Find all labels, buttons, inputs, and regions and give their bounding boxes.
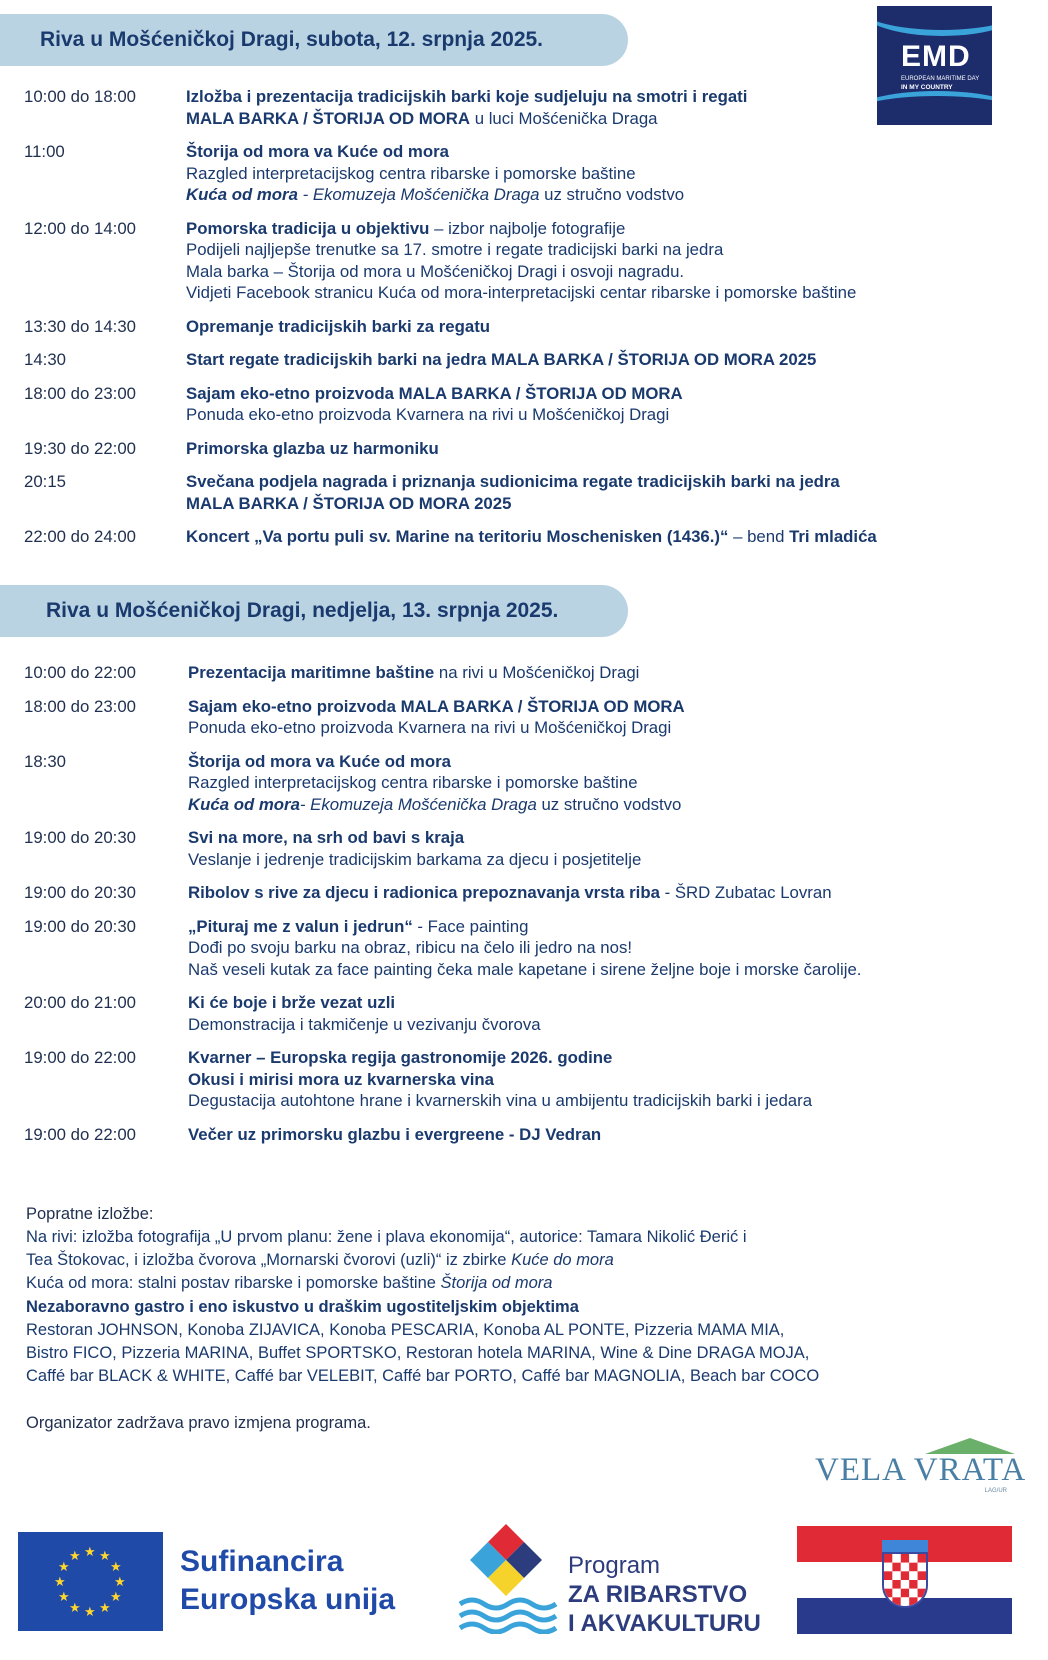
event-time: 12:00 do 14:00 xyxy=(24,218,136,238)
event-line xyxy=(188,849,1024,871)
event-line xyxy=(188,916,1024,938)
text-segment: Podijeli najljepše trenutke sa 17. smotre i regate tradicijski barki na jedra xyxy=(186,240,724,259)
program-line1: Program xyxy=(568,1552,661,1579)
text-segment: MALA BARKA / ŠTORIJA OD MORA xyxy=(186,108,471,128)
event-row xyxy=(24,86,1024,129)
event-line xyxy=(188,959,1024,981)
checker-square xyxy=(901,1554,909,1563)
event-time: 13:30 do 14:30 xyxy=(24,316,136,336)
day2-title: Riva u Mošćeničkoj Dragi, nedjelja, 13. srpnja 2025. xyxy=(46,599,559,622)
side-exhibitions-heading: Popratne izložbe: xyxy=(26,1205,154,1223)
eu-cofinancing-text xyxy=(180,1543,395,1619)
event-line xyxy=(186,218,1024,240)
text-segment: Ki će boje i brže vezat uzli xyxy=(188,993,396,1012)
event-description xyxy=(186,349,1024,371)
text-segment: Sajam eko-etno proizvoda MALA BARKA / ŠTORIJA OD MORA xyxy=(188,696,685,716)
text-segment: Degustacija autohtone hrane i kvarnerskih vina u ambijentu tradicijskih barki i jedara xyxy=(188,1091,813,1110)
event-row xyxy=(24,218,1024,304)
event-time: 20:15 xyxy=(24,472,66,491)
event-line xyxy=(188,794,1024,816)
event-row xyxy=(24,751,1024,816)
side-exhibitions xyxy=(26,1203,926,1295)
event-time: 19:30 do 22:00 xyxy=(24,438,136,458)
text-segment: Koncert „Va portu puli sv. Marine na teritoriu Moschenisken (1436.)“ xyxy=(186,527,729,546)
text-segment: Sajam eko-etno proizvoda MALA BARKA / ŠTORIJA OD MORA xyxy=(186,383,683,403)
event-line xyxy=(188,937,1024,959)
checker-square xyxy=(892,1597,900,1606)
event-line xyxy=(186,239,1024,261)
event-line xyxy=(188,992,1024,1014)
checker-square xyxy=(918,1580,926,1589)
text-segment: Demonstracija i takmičenje u vezivanju čvorova xyxy=(188,1014,541,1034)
gastro-line: Caffé bar BLACK & WHITE, Caffé bar VELEBIT, Caffé bar PORTO, Caffé bar MAGNOLIA, Beach bar COCO xyxy=(26,1367,820,1385)
checker-square xyxy=(909,1554,917,1563)
event-description xyxy=(188,751,1024,816)
star-icon: ★ xyxy=(58,1589,70,1604)
event-time: 11:00 xyxy=(24,142,65,161)
text-segment: Ribolov s rive za djecu i radionica prepoznavanja vrsta riba xyxy=(188,883,660,902)
event-line xyxy=(188,882,1024,904)
event-description xyxy=(186,471,1024,514)
event-row xyxy=(24,696,1024,739)
text-segment: Mala barka – Štorija od mora u Mošćeničkoj Dragi i osvoji nagradu. xyxy=(186,261,685,281)
checker-square xyxy=(901,1563,909,1572)
checker-square xyxy=(884,1571,892,1580)
event-line xyxy=(188,827,1024,849)
eu-line2: Europska unija xyxy=(180,1583,396,1616)
event-row xyxy=(24,471,1024,514)
star-icon: ★ xyxy=(109,1559,122,1574)
event-line xyxy=(188,772,1024,794)
text-segment: Ponuda eko-etno proizvoda Kvarnera na rivi u Mošćeničkoj Dragi xyxy=(188,718,672,737)
side-exhibition-line xyxy=(26,1272,926,1295)
text-segment: uz stručno vodstvo xyxy=(536,794,682,814)
event-row xyxy=(24,141,1024,206)
text-segment: Prezentacija maritimne baštine xyxy=(188,663,435,682)
program-logo-icon xyxy=(458,1524,558,1634)
checker-square xyxy=(884,1563,892,1572)
text-segment: Tea Štokovac, i izložba čvorova „Mornarski čvorovi (uzli)“ iz zbirke xyxy=(26,1251,512,1269)
text-segment: - Face painting xyxy=(412,916,529,936)
text-segment: Štorija od mora va Kuće od mora xyxy=(186,142,449,161)
event-row xyxy=(24,1124,1024,1146)
event-line xyxy=(186,493,1024,515)
text-segment: - ŠRD Zubatac Lovran xyxy=(659,883,832,902)
text-segment: Večer uz primorsku glazbu i evergreene - DJ Vedran xyxy=(188,1124,602,1144)
star-icon: ★ xyxy=(69,1599,81,1615)
side-exhibition-line xyxy=(26,1226,926,1249)
star-icon: ★ xyxy=(84,1604,96,1619)
event-time: 19:00 do 20:30 xyxy=(24,828,136,847)
text-segment: na rivi u Mošćeničkoj Dragi xyxy=(434,663,640,682)
program-line2: ZA RIBARSTVO xyxy=(568,1581,748,1608)
event-description xyxy=(186,438,1024,460)
event-line xyxy=(186,383,1024,405)
event-line xyxy=(188,1124,1024,1146)
day1-banner xyxy=(0,14,628,66)
event-line xyxy=(188,1014,1024,1036)
event-description xyxy=(186,526,1024,548)
star-icon: ★ xyxy=(99,1548,111,1564)
gastro-heading: Nezaboravno gastro i eno iskustvo u draškim ugostiteljskim objektima xyxy=(26,1298,579,1316)
event-time: 18:00 do 23:00 xyxy=(24,383,136,403)
event-row xyxy=(24,316,1024,338)
side-exhibition-line xyxy=(26,1249,926,1272)
text-segment: Ponuda eko-etno proizvoda Kvarnera na rivi u Mošćeničkoj Dragi xyxy=(186,405,670,424)
event-line xyxy=(186,141,1024,163)
croatia-flag-icon xyxy=(797,1526,1012,1634)
text-segment: Primorska glazba uz harmoniku xyxy=(186,438,439,458)
checker-square xyxy=(901,1571,909,1580)
event-time: 14:30 xyxy=(24,350,66,369)
emd-logo xyxy=(877,6,992,125)
text-segment: Veslanje i jedrenje tradicijskim barkama za djecu i posjetitelje xyxy=(188,849,642,869)
star-icon: ★ xyxy=(84,1544,96,1559)
program-line3: I AKVAKULTURU xyxy=(568,1610,761,1637)
checker-square xyxy=(892,1554,900,1563)
event-description xyxy=(186,218,1024,304)
text-segment: - Ekomuzeja Mošćenička Draga xyxy=(297,185,540,204)
event-line xyxy=(188,1047,1024,1069)
event-description xyxy=(188,662,1024,684)
event-description xyxy=(188,992,1024,1035)
vela-vrata-logo xyxy=(815,1438,1027,1496)
text-segment: - Ekomuzeja Mošćenička Draga xyxy=(299,794,537,814)
text-segment: „Pituraj me z valun i jedrun“ xyxy=(188,916,413,936)
event-description xyxy=(188,916,1024,981)
vela-vrata-name: VELA VRATA xyxy=(815,1452,1027,1488)
event-description xyxy=(186,141,1024,206)
day2-schedule xyxy=(24,662,1024,1157)
checker-square xyxy=(909,1571,917,1580)
text-segment: Naš veseli kutak za face painting čeka male kapetane i sirene željne boje i morske čarolije. xyxy=(188,959,862,979)
text-segment: Vidjeti Facebook stranicu Kuća od mora-interpretacijski centar ribarske i pomorske baštine xyxy=(186,283,857,302)
event-row xyxy=(24,916,1024,981)
text-segment: Tri mladića xyxy=(789,527,877,546)
event-row xyxy=(24,1047,1024,1112)
star-icon: ★ xyxy=(99,1599,111,1615)
event-description xyxy=(186,316,1024,338)
text-segment: MALA BARKA / ŠTORIJA OD MORA 2025 xyxy=(186,493,512,513)
event-line xyxy=(186,471,1024,493)
text-segment: Svi na more, na srh od bavi s kraja xyxy=(188,828,465,847)
event-line xyxy=(186,316,1024,338)
text-segment: Start regate tradicijskih barki na jedra MALA BARKA / ŠTORIJA OD MORA 2025 xyxy=(186,350,817,369)
text-segment: u luci Mošćenička Draga xyxy=(470,108,658,128)
emd-logo-country: IN MY COUNTRY xyxy=(901,84,953,91)
event-line xyxy=(188,696,1024,718)
checker-square xyxy=(892,1589,900,1598)
text-segment: Kuća od mora xyxy=(188,794,300,814)
event-time: 18:00 do 23:00 xyxy=(24,696,136,716)
star-icon: ★ xyxy=(109,1589,122,1604)
event-line xyxy=(188,662,1024,684)
checker-square xyxy=(909,1580,917,1589)
event-description xyxy=(188,696,1024,739)
gastro-line: Bistro FICO, Pizzeria MARINA, Buffet SPORTSKO, Restoran hotela MARINA, Wine & Dine DRAGA MOJA, xyxy=(26,1344,810,1362)
event-row xyxy=(24,349,1024,371)
day1-title: Riva u Mošćeničkoj Dragi, subota, 12. srpnja 2025. xyxy=(40,28,544,51)
star-icon: ★ xyxy=(114,1574,126,1589)
star-icon: ★ xyxy=(58,1559,70,1574)
emd-logo-title: EMD xyxy=(901,40,971,73)
text-segment: Razgled interpretacijskog centra ribarske i pomorske baštine xyxy=(186,163,636,183)
event-description xyxy=(188,1124,1024,1146)
program-text xyxy=(568,1551,761,1638)
checkerboard-shield-icon xyxy=(882,1552,928,1608)
event-time: 19:00 do 20:30 xyxy=(24,916,136,936)
text-segment: – bend xyxy=(728,527,790,546)
event-row xyxy=(24,882,1024,904)
event-time: 18:30 xyxy=(24,751,66,771)
event-line xyxy=(186,438,1024,460)
day2-banner xyxy=(0,585,628,637)
crown-icon xyxy=(882,1540,928,1552)
checker-square xyxy=(901,1580,909,1589)
event-line xyxy=(186,404,1024,426)
checker-square xyxy=(918,1589,926,1598)
event-time: 10:00 do 22:00 xyxy=(24,663,136,682)
text-segment: Razgled interpretacijskog centra ribarske i pomorske baštine xyxy=(188,773,638,792)
event-line xyxy=(186,526,1024,548)
event-description xyxy=(188,1047,1024,1112)
event-row xyxy=(24,438,1024,460)
checker-square xyxy=(884,1589,892,1598)
event-time: 22:00 do 24:00 xyxy=(24,527,136,546)
eu-flag-icon xyxy=(18,1532,163,1631)
event-line xyxy=(186,282,1024,304)
event-description xyxy=(188,882,1024,904)
checker-square xyxy=(892,1571,900,1580)
text-segment: Svečana podjela nagrada i priznanja sudionicima regate tradicijskih barki na jedra xyxy=(186,472,840,491)
vela-vrata-sub: LAG/UR xyxy=(984,1488,1007,1494)
eu-line1: Sufinancira xyxy=(180,1545,344,1578)
checker-square xyxy=(901,1597,909,1606)
checker-square xyxy=(909,1597,917,1606)
disclaimer: Organizator zadržava pravo izmjena programa. xyxy=(26,1414,371,1432)
event-line xyxy=(188,751,1024,773)
event-time: 19:00 do 22:00 xyxy=(24,1048,136,1067)
text-segment: Štorija od mora va Kuće od mora xyxy=(188,751,451,771)
text-segment: Okusi i mirisi mora uz kvarnerska vina xyxy=(188,1069,494,1089)
star-icon: ★ xyxy=(54,1574,66,1589)
text-segment: Kvarner – Europska regija gastronomije 2026. godine xyxy=(188,1048,613,1067)
event-line xyxy=(188,1069,1024,1091)
event-time: 19:00 do 22:00 xyxy=(24,1124,136,1144)
event-time: 10:00 do 18:00 xyxy=(24,87,136,106)
text-segment: Kuće do mora xyxy=(511,1251,614,1269)
event-line xyxy=(188,1090,1024,1112)
event-description xyxy=(186,383,1024,426)
event-line xyxy=(186,184,1024,206)
event-row xyxy=(24,526,1024,548)
star-icon: ★ xyxy=(69,1548,81,1564)
event-line xyxy=(186,261,1024,283)
checker-square xyxy=(918,1563,926,1572)
event-line xyxy=(186,163,1024,185)
emd-logo-subtitle: EUROPEAN MARITIME DAY xyxy=(901,76,980,82)
gastro-section xyxy=(26,1296,926,1388)
event-line xyxy=(186,349,1024,371)
event-description xyxy=(188,827,1024,870)
text-segment: Štorija od mora xyxy=(440,1274,553,1292)
event-time: 20:00 do 21:00 xyxy=(24,993,136,1012)
text-segment: Na rivi: izložba fotografija „U prvom planu: žene i plava ekonomija“, autorice: Tamara Nikolić Đerić i xyxy=(26,1228,747,1246)
text-segment: Kuća od mora: stalni postav ribarske i pomorske baštine xyxy=(26,1274,441,1292)
day1-schedule xyxy=(24,86,1024,560)
checker-square xyxy=(892,1580,900,1589)
checker-square xyxy=(918,1554,926,1563)
checker-square xyxy=(884,1580,892,1589)
event-time: 19:00 do 20:30 xyxy=(24,883,136,902)
text-segment: Kuća od mora xyxy=(186,185,298,204)
text-segment: Opremanje tradicijskih barki za regatu xyxy=(186,316,491,336)
checker-square xyxy=(909,1563,917,1572)
checker-square xyxy=(918,1571,926,1580)
text-segment: – izbor najbolje fotografije xyxy=(429,218,626,238)
text-segment: Pomorska tradicija u objektivu xyxy=(186,218,430,238)
event-row xyxy=(24,827,1024,870)
checker-square xyxy=(892,1563,900,1572)
text-segment: uz stručno vodstvo xyxy=(539,185,685,204)
event-row xyxy=(24,992,1024,1035)
text-segment: Dođi po svoju barku na obraz, ribicu na čelo ili jedro na nos! xyxy=(188,938,633,957)
text-segment: Izložba i prezentacija tradicijskih barki koje sudjeluju na smotri i regati xyxy=(186,87,748,106)
checker-square xyxy=(901,1589,909,1598)
event-row xyxy=(24,662,1024,684)
event-line xyxy=(188,717,1024,739)
checker-square xyxy=(909,1589,917,1598)
event-row xyxy=(24,383,1024,426)
gastro-line: Restoran JOHNSON, Konoba ZIJAVICA, Konoba PESCARIA, Konoba AL PONTE, Pizzeria MAMA MIA, xyxy=(26,1321,785,1339)
checker-square xyxy=(884,1554,892,1563)
